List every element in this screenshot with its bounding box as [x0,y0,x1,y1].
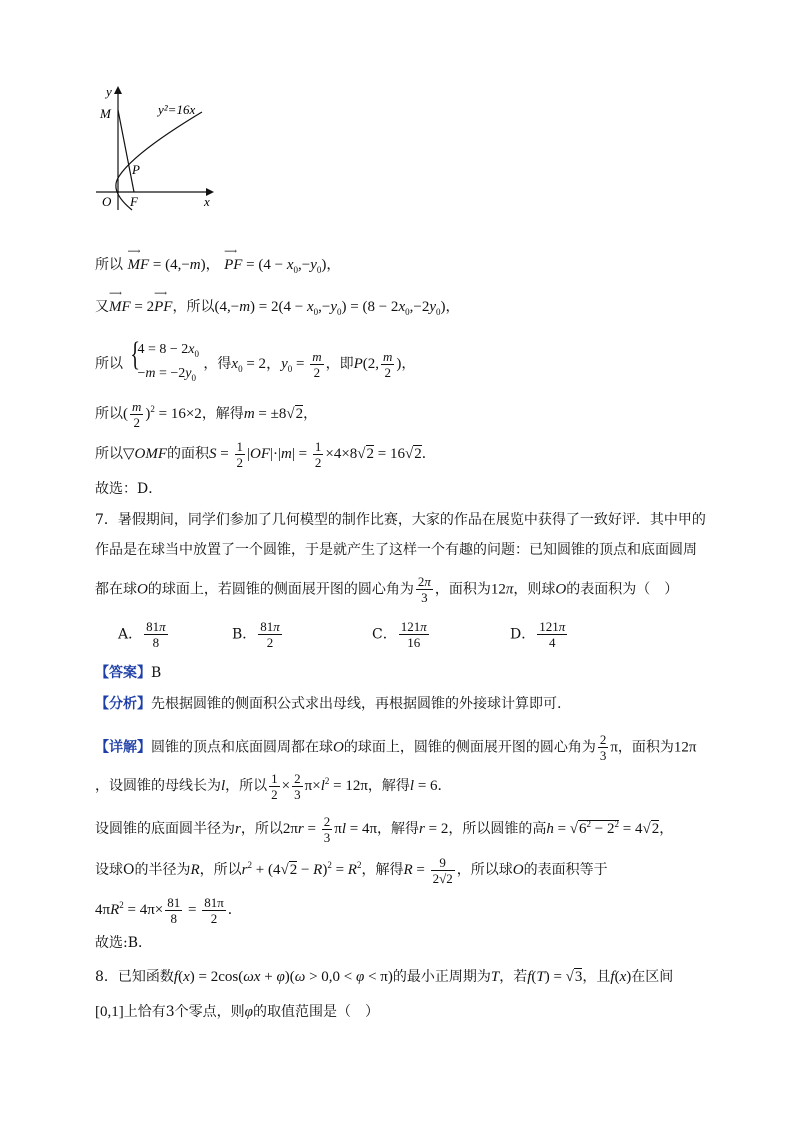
label-x: x [204,194,210,209]
label-O: O [102,194,112,209]
label-y: y [106,84,112,99]
parabola-figure [92,82,222,212]
q7-stem-line-2: 作品是在球当中放置了一个圆锥，于是就产生了这样一个有趣的问题：已知圆锥的顶点和底面圆周 [95,542,697,558]
q8-stem-line-1: 8．已知函数f(x) = 2cos(ωx + φ)(ω > 0,0 < φ < π)的最小正周期为T，若f(T) = √3，且f(x)在区间 [95,969,674,985]
parabola-curve [116,112,202,210]
solution-line-1: 所以 ⟶ MF = (4,−m)， ⟶ PF = $(4 - x_0,-y_0)$， [95,258,340,275]
equation-system: { $4 = 8 - 2x_0$ $-m = -2y_0$ [130,336,199,383]
solution-line-3: 所以 { $4 = 8 - 2x_0$ $-m = -2y_0$ ，得$x_0 = 2$，$y_0$ = $\frac{m}{2}$ ，即P(2, $\frac{m}{2}$ )， [95,340,415,388]
q7-option-d[interactable]: D． $\frac{121\pi}{4}$ [510,619,566,650]
solution-line-4: 所以( $\frac{m}{2}$ )$^2$ = 16×2，解得m = ±8√2， [95,399,318,430]
solution-line-2: 又⟶ MF = 2⟶ PF，所以$(4,-m) = 2(4 - x_0,-y_0) = (8 - 2x_0,-2y_0)$， [95,300,460,317]
q7-detail-line-3: 设圆锥的底面圆半径为r，所以2πr = $\frac{2}{3}$ πl = 4π，解得r = 2，所以圆锥的高$h = √6^2 - 2^2 = 4√2$， [95,814,674,845]
q7-option-c[interactable]: C． $\frac{121\pi}{16}$ [372,619,427,650]
q7-option-a[interactable]: A． $\frac{81\pi}{8}$ [118,619,166,650]
q7-options [0,620,794,654]
q7-option-b[interactable]: B． $\frac{81\pi}{2}$ [232,619,280,650]
q7-detail-line-5: $4\pi R^2 = 4\pi\times$ $\frac{81}{8}$ = $\frac{81\pi}{2}$ ． [95,895,242,926]
q7-analysis: 【分析】先根据圆锥的侧面积公式求出母线，再根据圆锥的外接球计算即可. [95,696,562,712]
segment-MF [118,110,134,192]
curve-label: y²=16x [158,102,196,117]
q7-stem-line-1: 7．暑假期间，同学们参加了几何模型的制作比赛，大家的作品在展览中获得了一致好评．其中甲的 [95,512,706,528]
label-F: F [130,194,138,209]
q7-choice: 故选:B． [95,935,153,951]
q7-answer: 【答案】B [95,665,162,681]
q7-detail-line-4: 设球O的半径为R，所以$r^2 + (4√2 - R)^2 = R^2$，解得R = $\frac{9}{2√2}$ ，所以球O的表面积等于 [95,855,608,886]
label-P: P [132,162,140,177]
q7-detail-line-1: 【详解】圆锥的顶点和底面圆周都在球O的球面上，圆锥的侧面展开图的圆心角为 $\frac{2}{3}$ π，面积为12π [95,732,697,763]
q7-stem-line-3: 都在球O的球面上，若圆锥的侧面展开图的圆心角为 $\frac{2\pi}{3}$ ，面积为12π，则球O的表面积为（ ） [95,574,679,605]
solution-line-5: 所以▽OMF的面积S = $\frac{1}{2}$ |OF|·|m| = $\frac{1}{2}$ ×4×8√2 = 16√2． [95,439,436,470]
label-M: M [100,106,111,121]
q8-stem-line-2: [0,1]上恰有3个零点，则φ的取值范围是（ ） [95,1004,379,1020]
q7-detail-line-2: ，设圆锥的母线长为l，所以 $\frac{1}{2}$ × $\frac{2}{3}$ $\pi\times l^2 = 12\pi$，解得l = 6． [95,771,452,802]
y-axis-arrow [114,86,122,94]
solution-choice: 故选：D． [95,481,163,497]
